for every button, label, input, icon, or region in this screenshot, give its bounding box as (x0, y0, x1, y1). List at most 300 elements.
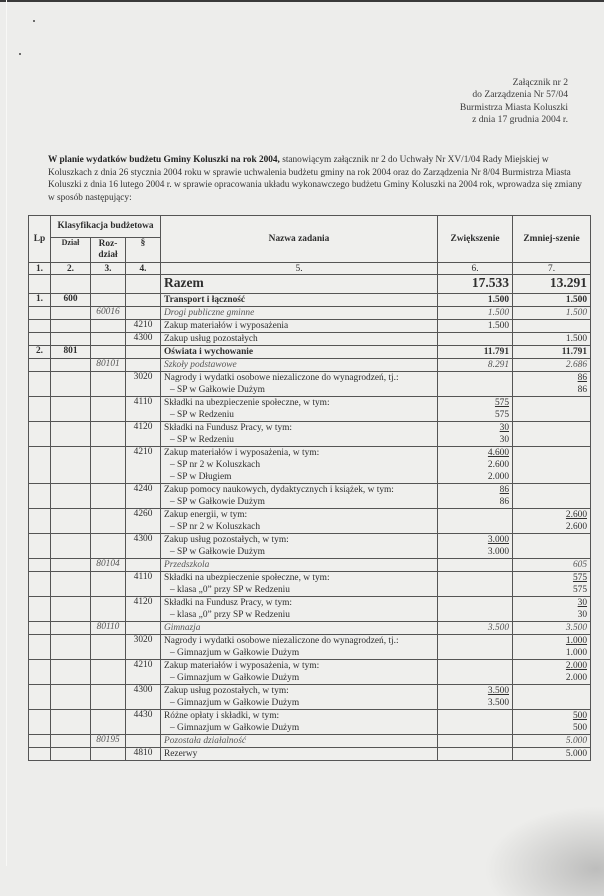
attachment-line: do Zarządzenia Nr 57/04 (472, 89, 568, 101)
task-name: Zakup materiałów i wyposażenia (164, 321, 289, 331)
decrease-value: 1.500 (565, 295, 588, 305)
increase-sub-value (441, 584, 509, 596)
increase-value: 3.500 (487, 623, 510, 633)
task-name-cell (161, 359, 438, 372)
lp-cell (29, 710, 51, 735)
decrease-cell (513, 622, 591, 635)
paragraf-cell: 4300 (126, 333, 161, 346)
increase-cell (438, 372, 513, 397)
increase-value (441, 559, 509, 571)
increase-value: 1.500 (487, 321, 510, 331)
task-name-cell (161, 333, 438, 346)
item-row (29, 635, 591, 660)
lp-cell (29, 509, 51, 534)
decrease-sub-value (516, 496, 587, 508)
increase-value (441, 372, 509, 384)
rozdzial-cell (91, 372, 126, 397)
decrease-cell (513, 294, 591, 307)
decrease-value: 1.000 (565, 636, 588, 646)
task-name-cell (161, 346, 438, 359)
task-name: Składki na Fundusz Pracy, w tym: (164, 423, 293, 433)
task-name-cell (161, 685, 438, 710)
increase-value: 8.291 (487, 360, 510, 370)
decrease-value (516, 484, 587, 496)
paragraf-cell: 4210 (126, 320, 161, 333)
dzial-cell (51, 710, 91, 735)
increase-cell (438, 484, 513, 509)
increase-value: 575 (494, 398, 510, 408)
task-name-cell (161, 597, 438, 622)
decrease-sub-value: 2.600 (565, 522, 588, 532)
rozdzial-cell (91, 447, 126, 484)
colnum: 3. (91, 263, 126, 275)
increase-sub-value (441, 672, 509, 684)
dzial-cell (51, 484, 91, 509)
increase-cell (438, 333, 513, 346)
increase-value: 30 (499, 423, 510, 433)
item-row (29, 534, 591, 559)
increase-sub-value: 86 (499, 497, 510, 507)
rozdzial-cell (91, 509, 126, 534)
rozdzial-cell (91, 597, 126, 622)
paragraf-cell (126, 346, 161, 359)
lp-cell (29, 635, 51, 660)
task-name: Drogi publiczne gminne (164, 308, 255, 318)
header-classification: Klasyfikacja budżetowa (51, 216, 161, 238)
decrease-cell (513, 534, 591, 559)
increase-sub-value (441, 384, 509, 396)
task-name-cell (161, 660, 438, 685)
decrease-value: 1.500 (565, 308, 588, 318)
increase-value (441, 509, 509, 521)
rozdzial-cell (91, 397, 126, 422)
increase-cell (438, 735, 513, 748)
paragraf-cell: 3020 (126, 635, 161, 660)
task-name: Nagrody i wydatki osobowe niezaliczone do wynagrodzeń, tj.: (164, 373, 399, 383)
task-name: Zakup materiałów i wyposażenia, w tym: (164, 661, 320, 671)
rozdzial-cell: 60016 (91, 307, 126, 320)
rozdzial-cell (91, 294, 126, 307)
rozdzial-cell (91, 484, 126, 509)
lp-cell (29, 685, 51, 710)
decrease-cell (513, 572, 591, 597)
task-name-cell (161, 484, 438, 509)
decrease-value: 1.500 (565, 334, 588, 344)
section-row (29, 294, 591, 307)
task-sub-item: – Gimnazjum w Gałkowie Dużym (164, 722, 434, 734)
task-sub-item: – Gimnazjum w Gałkowie Dużym (164, 647, 434, 659)
task-name-cell (161, 748, 438, 761)
decrease-value: 575 (572, 573, 588, 583)
attachment-line: Burmistrza Miasta Koluszki (459, 101, 568, 113)
paragraf-cell (126, 735, 161, 748)
increase-value (441, 660, 509, 672)
decrease-cell (513, 397, 591, 422)
decrease-cell (513, 509, 591, 534)
decrease-value: 11.791 (561, 347, 588, 357)
intro-text: stanowiącym załącznik nr 2 do Uchwały Nr XV/1/04 Rady Miejskiej w Koluszkach z dnia 26 stycznia 2004 roku w sprawie uchwalenia budżetu gminy na rok 2004 oraz do Zarządzenia Nr 8/04 Burmistrza Miasta Koluszki z dnia 16 lutego 2004 r. w sprawie opracowania układu wykonawczego budżetu Gminy Koluszki na 2004 rok, wprowadza się zmiany w sposób następujący: (48, 155, 582, 203)
paragraf-cell: 4300 (126, 534, 161, 559)
paragraf-cell (126, 294, 161, 307)
increase-value (441, 710, 509, 722)
increase-cell (438, 447, 513, 484)
dzial-cell (51, 333, 91, 346)
increase-cell (438, 320, 513, 333)
lp-cell (29, 660, 51, 685)
dzial-cell (51, 685, 91, 710)
paragraf-cell: 4810 (126, 748, 161, 761)
task-name-cell (161, 635, 438, 660)
decrease-cell (513, 447, 591, 484)
rozdzial-cell (91, 710, 126, 735)
decrease-sub-value (516, 459, 587, 471)
increase-value (441, 748, 509, 760)
lp-cell (29, 622, 51, 635)
task-name-cell (161, 735, 438, 748)
decrease-sub-value: 500 (572, 723, 588, 733)
rozdzial-cell (91, 572, 126, 597)
increase-sub-value (441, 609, 509, 621)
attachment-line: Załącznik nr 2 (512, 77, 568, 88)
item-row (29, 710, 591, 735)
item-row (29, 748, 591, 761)
task-name-cell (161, 397, 438, 422)
decrease-value: 5.000 (565, 749, 588, 759)
increase-cell (438, 660, 513, 685)
lp-cell: 1. (29, 294, 51, 307)
task-name-cell (161, 572, 438, 597)
increase-value (441, 572, 509, 584)
task-name-cell (161, 294, 438, 307)
lp-cell (29, 397, 51, 422)
increase-cell (438, 307, 513, 320)
paragraf-cell: 4240 (126, 484, 161, 509)
task-name: Zakup pomocy naukowych, dydaktycznych i książek, w tym: (164, 485, 394, 495)
dzial-cell (51, 509, 91, 534)
dzial-cell (51, 748, 91, 761)
total-decrease: 13.291 (513, 275, 591, 294)
rozdzial-cell: 80110 (91, 622, 126, 635)
lp-cell (29, 559, 51, 572)
dzial-cell: 600 (51, 294, 91, 307)
task-name: Zakup usług pozostałych, w tym: (164, 535, 289, 545)
dzial-cell (51, 635, 91, 660)
task-sub-item: – Gimnazjum w Gałkowie Dużym (164, 697, 434, 709)
item-row (29, 685, 591, 710)
item-row (29, 572, 591, 597)
task-sub-item: – SP w Redzeniu (164, 409, 434, 421)
increase-value (441, 735, 509, 747)
task-name-cell (161, 372, 438, 397)
paragraf-cell (126, 359, 161, 372)
task-sub-item: – klasa „0” przy SP w Redzeniu (164, 609, 434, 621)
increase-value: 11.791 (483, 347, 510, 357)
increase-value: 1.500 (487, 295, 510, 305)
lp-cell (29, 422, 51, 447)
item-row (29, 320, 591, 333)
increase-cell (438, 359, 513, 372)
increase-sub-value: 2.600 (487, 460, 510, 470)
lp-cell (29, 534, 51, 559)
decrease-sub-value (516, 471, 587, 483)
decrease-value: 3.500 (565, 623, 588, 633)
page-shadow (484, 806, 604, 896)
paragraf-cell (126, 622, 161, 635)
decrease-cell (513, 372, 591, 397)
increase-cell (438, 346, 513, 359)
lp-cell (29, 572, 51, 597)
increase-cell (438, 597, 513, 622)
increase-cell (438, 294, 513, 307)
task-name: Nagrody i wydatki osobowe niezaliczone do wynagrodzeń, tj.: (164, 636, 399, 646)
decrease-cell (513, 735, 591, 748)
task-name: Szkoły podstawowe (164, 360, 237, 370)
decrease-value: 2.000 (565, 661, 588, 671)
task-name: Składki na ubezpieczenie społeczne, w tym: (164, 573, 330, 583)
decrease-cell (513, 597, 591, 622)
decrease-sub-value: 575 (572, 585, 588, 595)
section-row (29, 346, 591, 359)
decrease-cell (513, 320, 591, 333)
increase-sub-value: 3.500 (487, 698, 510, 708)
item-row (29, 422, 591, 447)
decrease-value (516, 447, 587, 459)
budget-changes-table (28, 215, 591, 761)
paragraf-cell: 4110 (126, 397, 161, 422)
increase-cell (438, 635, 513, 660)
task-name: Składki na ubezpieczenie społeczne, w tym: (164, 398, 330, 408)
decrease-cell (513, 359, 591, 372)
decrease-cell (513, 333, 591, 346)
increase-cell (438, 509, 513, 534)
increase-value (441, 597, 509, 609)
task-name: Gimnazja (164, 623, 201, 633)
dzial-cell (51, 572, 91, 597)
item-row (29, 509, 591, 534)
decrease-value (516, 422, 587, 434)
dzial-cell (51, 359, 91, 372)
increase-cell (438, 559, 513, 572)
colnum: 4. (126, 263, 161, 275)
task-sub-item: – SP nr 2 w Koluszkach (164, 521, 434, 533)
rozdzial-cell (91, 748, 126, 761)
decrease-cell (513, 484, 591, 509)
lp-cell (29, 597, 51, 622)
paragraf-cell: 4120 (126, 422, 161, 447)
task-sub-item: – SP nr 2 w Koluszkach (164, 459, 434, 471)
item-row (29, 660, 591, 685)
task-name: Zakup usług pozostałych, w tym: (164, 686, 289, 696)
decrease-sub-value (516, 697, 587, 709)
increase-value: 3.000 (487, 535, 510, 545)
item-row (29, 372, 591, 397)
task-name: Różne opłaty i składki, w tym: (164, 711, 280, 721)
task-name: Zakup usług pozostałych (164, 334, 258, 344)
dzial-cell (51, 447, 91, 484)
chapter-row (29, 359, 591, 372)
paragraf-cell: 4210 (126, 660, 161, 685)
task-sub-item: – klasa „0” przy SP w Redzeniu (164, 584, 434, 596)
decrease-sub-value (516, 409, 587, 421)
scan-edge (0, 0, 604, 2)
attachment-line: z dnia 17 grudnia 2004 r. (472, 114, 568, 126)
chapter-row (29, 559, 591, 572)
lp-cell (29, 320, 51, 333)
paragraf-cell: 4120 (126, 597, 161, 622)
decrease-value: 2.686 (565, 360, 588, 370)
lp-cell (29, 735, 51, 748)
dzial-cell (51, 534, 91, 559)
header-task-name: Nazwa zadania (161, 216, 438, 263)
dzial-cell (51, 597, 91, 622)
scan-edge-left (6, 0, 7, 866)
rozdzial-cell: 80195 (91, 735, 126, 748)
item-row (29, 597, 591, 622)
dzial-cell (51, 735, 91, 748)
decrease-sub-value: 86 (577, 385, 588, 395)
header-paragraf: § (126, 238, 161, 263)
increase-cell (438, 572, 513, 597)
increase-cell (438, 622, 513, 635)
increase-value (441, 635, 509, 647)
dzial-cell (51, 422, 91, 447)
increase-cell (438, 685, 513, 710)
decrease-value (516, 534, 587, 546)
decrease-value: 5.000 (565, 736, 588, 746)
decrease-sub-value (516, 434, 587, 446)
paragraf-cell (126, 307, 161, 320)
decrease-cell (513, 307, 591, 320)
rozdzial-cell: 80101 (91, 359, 126, 372)
rozdzial-cell (91, 320, 126, 333)
decrease-value (516, 397, 587, 409)
task-sub-item: – SP w Redzeniu (164, 434, 434, 446)
lp-cell (29, 359, 51, 372)
item-row (29, 484, 591, 509)
total-row (29, 275, 591, 294)
lp-cell (29, 333, 51, 346)
paragraf-cell: 4110 (126, 572, 161, 597)
colnum: 6. (438, 263, 513, 275)
task-name: Składki na Fundusz Pracy, w tym: (164, 598, 293, 608)
increase-cell (438, 397, 513, 422)
rozdzial-cell: 80104 (91, 559, 126, 572)
total-label: Razem (161, 275, 438, 294)
colnum: 2. (51, 263, 91, 275)
header-decrease: Zmniej-szenie (513, 216, 591, 263)
task-name-cell (161, 320, 438, 333)
increase-sub-value (441, 647, 509, 659)
task-name-cell (161, 422, 438, 447)
decrease-value: 30 (577, 598, 588, 608)
rozdzial-cell (91, 685, 126, 710)
decrease-value: 86 (577, 373, 588, 383)
increase-sub-value: 2.000 (487, 472, 510, 482)
dzial-cell (51, 660, 91, 685)
dzial-cell: 801 (51, 346, 91, 359)
decrease-value (516, 685, 587, 697)
lp-cell (29, 307, 51, 320)
paragraf-cell: 4260 (126, 509, 161, 534)
increase-value: 4.600 (487, 448, 510, 458)
dzial-cell (51, 372, 91, 397)
task-name: Pozostała działalność (164, 736, 247, 746)
task-sub-item: – SP w Gałkowie Dużym (164, 546, 434, 558)
chapter-row (29, 622, 591, 635)
increase-value: 3.500 (487, 686, 510, 696)
rozdzial-cell (91, 660, 126, 685)
task-sub-item: – SP w Gałkowie Dużym (164, 496, 434, 508)
item-row (29, 447, 591, 484)
chapter-row (29, 735, 591, 748)
task-name-cell (161, 559, 438, 572)
rozdzial-cell (91, 534, 126, 559)
paragraf-cell: 4300 (126, 685, 161, 710)
scan-speck (33, 20, 35, 22)
rozdzial-cell (91, 346, 126, 359)
decrease-sub-value (516, 546, 587, 558)
decrease-cell (513, 559, 591, 572)
increase-value: 1.500 (487, 308, 510, 318)
header-dzial: Dział (51, 238, 91, 263)
task-name-cell (161, 534, 438, 559)
lp-cell (29, 447, 51, 484)
increase-cell (438, 710, 513, 735)
decrease-value: 605 (572, 560, 588, 570)
task-name: Zakup energii, w tym: (164, 510, 248, 520)
task-sub-item: – Gimnazjum w Gałkowie Dużym (164, 672, 434, 684)
lp-cell: 2. (29, 346, 51, 359)
decrease-cell (513, 635, 591, 660)
decrease-sub-value: 2.000 (565, 673, 588, 683)
scan-speck (19, 53, 21, 55)
lp-cell (29, 484, 51, 509)
attachment-header (460, 77, 568, 127)
lp-cell (29, 748, 51, 761)
paragraf-cell: 4210 (126, 447, 161, 484)
rozdzial-cell (91, 333, 126, 346)
rozdzial-cell (91, 635, 126, 660)
dzial-cell (51, 559, 91, 572)
increase-value (441, 333, 509, 345)
decrease-value: 500 (572, 711, 588, 721)
decrease-value (516, 320, 587, 332)
increase-sub-value: 3.000 (487, 547, 510, 557)
header-increase: Zwiększenie (438, 216, 513, 263)
lp-cell (29, 372, 51, 397)
colnum: 5. (161, 263, 438, 275)
decrease-cell (513, 748, 591, 761)
decrease-cell (513, 685, 591, 710)
task-name-cell (161, 447, 438, 484)
item-row (29, 397, 591, 422)
task-name: Transport i łączność (164, 295, 246, 305)
increase-cell (438, 534, 513, 559)
increase-sub-value (441, 722, 509, 734)
task-name: Oświata i wychowanie (164, 347, 254, 357)
decrease-sub-value: 1.000 (565, 648, 588, 658)
increase-sub-value: 575 (494, 410, 510, 420)
decrease-cell (513, 422, 591, 447)
paragraf-cell: 3020 (126, 372, 161, 397)
task-name-cell (161, 710, 438, 735)
decrease-value: 2.600 (565, 510, 588, 520)
task-name: Przedszkola (164, 560, 210, 570)
decrease-sub-value: 30 (577, 610, 588, 620)
chapter-row (29, 307, 591, 320)
total-increase: 17.533 (438, 275, 513, 294)
paragraf-cell (126, 559, 161, 572)
